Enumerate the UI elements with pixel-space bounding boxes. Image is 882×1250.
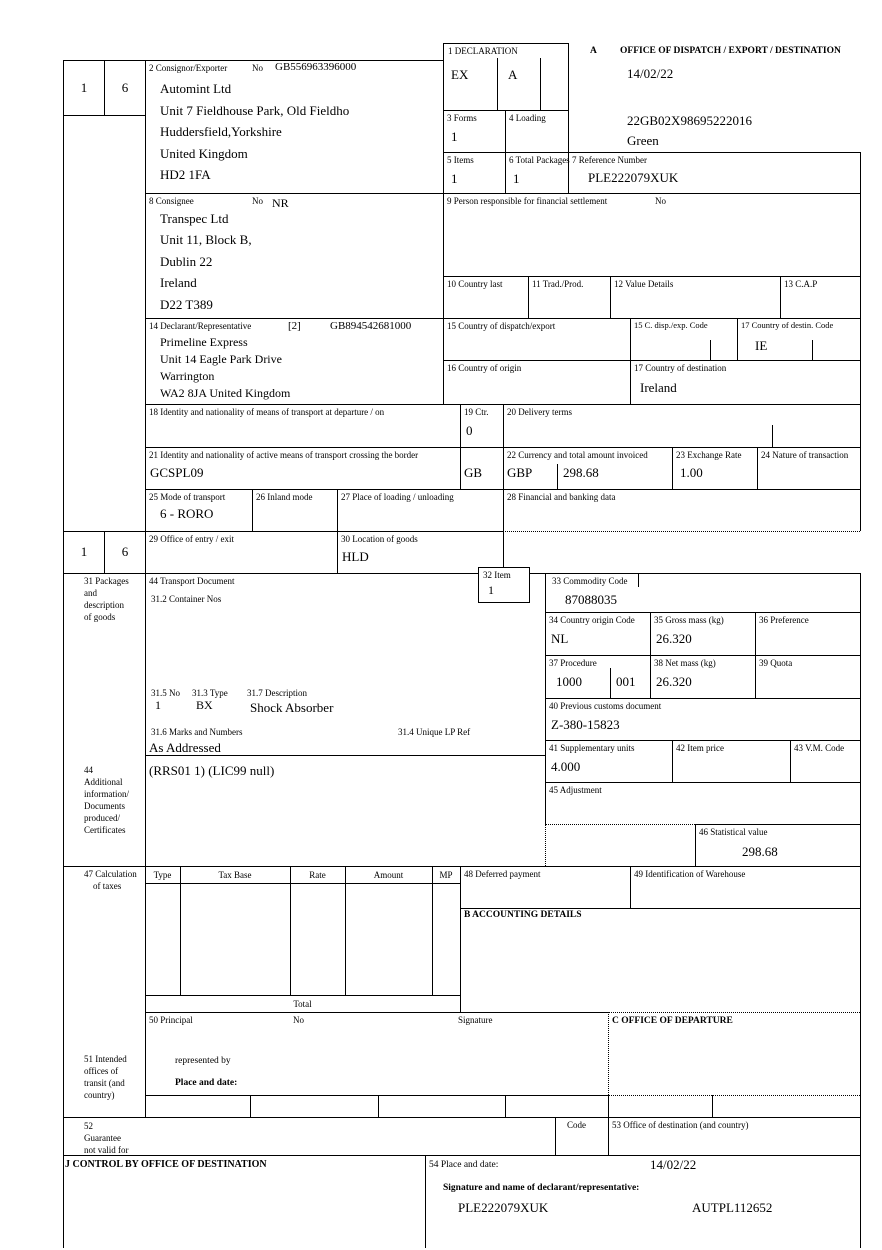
box28-label: 28 Financial and banking data [507, 492, 616, 502]
box54-label: 54 Place and date: [429, 1160, 499, 1170]
box47-margin-line1: 47 Calculation [84, 869, 137, 879]
divider [568, 43, 569, 193]
box14-line3: Warrington [160, 369, 215, 383]
sectionB-title: B ACCOUNTING DETAILS [464, 910, 582, 920]
box3-value: 1 [451, 129, 458, 144]
divider [695, 824, 696, 866]
box17-label: 17 Country of destination [634, 363, 727, 373]
box2-eori: GB556963396000 [275, 61, 357, 73]
box44-margin-line2: Additional [84, 777, 123, 787]
divider [443, 152, 860, 153]
box54-date: 14/02/22 [650, 1157, 697, 1172]
divider [63, 60, 64, 1248]
box14-line1: Primeline Express [160, 335, 248, 349]
sectionC-title: C OFFICE OF DEPARTURE [612, 1016, 733, 1026]
divider [545, 782, 860, 783]
sectionA-mrn: 22GB02X98695222016 [627, 113, 752, 128]
box31-2-label: 31.2 Container Nos [151, 594, 222, 604]
box31-margin-line4: of goods [84, 612, 116, 622]
box53-label: 53 Office of destination (and country) [612, 1120, 749, 1130]
divider [780, 276, 781, 318]
box22-amount: 298.68 [563, 465, 599, 480]
divider [145, 447, 860, 448]
box31-4-label: 31.4 Unique LP Ref [398, 727, 471, 737]
box2-line5: HD2 1FA [160, 167, 211, 182]
divider [545, 612, 860, 613]
box38-value: 26.320 [656, 674, 692, 689]
box37-value2: 001 [616, 674, 636, 689]
box44-margin-line5: produced/ [84, 813, 120, 823]
box12-label: 12 Value Details [614, 279, 674, 289]
box31-margin-line2: and [84, 588, 97, 598]
box2-line2: Unit 7 Fieldhouse Park, Old Fieldho [160, 103, 350, 118]
box50-label: 50 Principal [149, 1015, 193, 1025]
box31-3-value: BX [196, 698, 213, 712]
box44-transport-label: 44 Transport Document [149, 576, 235, 586]
box54-signature-label: Signature and name of declarant/representative: [443, 1183, 640, 1193]
box14-label: 14 Declarant/Representative [149, 321, 252, 331]
box46-label: 46 Statistical value [699, 827, 768, 837]
box34-value: NL [551, 631, 569, 646]
divider [528, 276, 529, 318]
box3-label: 3 Forms [447, 113, 477, 123]
box47-col-tax-base: Tax Base [218, 869, 252, 880]
divider [378, 1095, 379, 1117]
box54-authorisation: AUTPL112652 [692, 1200, 773, 1215]
box44-value: (RRS01 1) (LIC99 null) [149, 763, 275, 778]
box38-label: 38 Net mass (kg) [654, 658, 716, 668]
box17a-value: IE [755, 338, 768, 353]
divider [145, 60, 146, 1117]
divider [638, 573, 639, 587]
box21-label: 21 Identity and nationality of active means of transport crossing the border [149, 450, 419, 460]
divider [443, 276, 860, 277]
divider [250, 1095, 251, 1117]
divider [610, 668, 611, 698]
box31-7-value: Shock Absorber [250, 700, 334, 715]
divider [608, 1095, 860, 1096]
box52-margin-line1: 52 [84, 1121, 93, 1131]
divider [443, 360, 860, 361]
box51-margin-line4: country) [84, 1090, 115, 1100]
divider [63, 1117, 860, 1118]
box50-place-date: Place and date: [175, 1078, 238, 1088]
box47-col-rate: Rate [309, 869, 326, 880]
box25-value: 6 - RORO [160, 506, 214, 521]
box31-6-value: As Addressed [149, 740, 221, 755]
box18-label: 18 Identity and nationality of means of transport at departure / on [149, 407, 385, 417]
box49-label: 49 Identification of Warehouse [634, 869, 746, 879]
box8-label: 8 Consignee [149, 196, 194, 206]
divider [425, 1155, 426, 1248]
box19-label: 19 Ctr. [464, 407, 489, 417]
box26-label: 26 Inland mode [256, 492, 313, 502]
divider [505, 1095, 506, 1117]
divider [608, 1095, 609, 1155]
divider [545, 698, 860, 699]
divider [630, 318, 631, 404]
divider [695, 824, 860, 825]
box2-label: 2 Consignor/Exporter [149, 63, 228, 73]
box2-line3: Huddersfield,Yorkshire [160, 124, 282, 139]
box19-value: 0 [466, 423, 473, 438]
box14-line4: WA2 8JA United Kingdom [160, 386, 291, 400]
box31-6-label: 31.6 Marks and Numbers [151, 727, 243, 737]
box51-margin-line3: transit (and [84, 1078, 125, 1088]
box48-label: 48 Deferred payment [464, 869, 541, 879]
box37-label: 37 Procedure [549, 658, 597, 668]
box8-line2: Unit 11, Block B, [160, 232, 252, 247]
box4-label: 4 Loading [509, 113, 546, 123]
divider [145, 1095, 608, 1096]
divider [860, 152, 861, 531]
box33-label: 33 Commodity Code [552, 576, 628, 586]
divider [145, 193, 860, 194]
box8-line1: Transpec Ltd [160, 211, 229, 226]
box29-label: 29 Office of entry / exit [149, 534, 235, 544]
box31-margin-line3: description [84, 600, 124, 610]
box22-label: 22 Currency and total amount invoiced [507, 450, 648, 460]
divider [145, 318, 860, 319]
divider [672, 740, 673, 782]
box36-label: 36 Preference [759, 615, 809, 625]
box8-no-label: No [252, 196, 263, 206]
box51-margin-line1: 51 Intended [84, 1054, 127, 1064]
divider [145, 883, 460, 884]
divider [790, 740, 791, 782]
box1-type: EX [451, 67, 469, 82]
box15a-label: 15 C. disp./exp. Code [634, 320, 708, 330]
divider [757, 447, 758, 489]
box46-value: 298.68 [742, 844, 778, 859]
box31-3-label: 31.3 Type [192, 688, 228, 698]
box32-label: 32 Item [483, 570, 511, 580]
divider [443, 43, 568, 44]
box39-label: 39 Quota [759, 658, 793, 668]
box43-label: 43 V.M. Code [794, 743, 845, 753]
box23-value: 1.00 [680, 465, 703, 480]
box31-margin-line1: 31 Packages [84, 576, 129, 586]
box31-7-label: 31.7 Description [247, 688, 307, 698]
divider [180, 866, 181, 995]
box31-5-label: 31.5 No [151, 688, 180, 698]
divider [555, 1117, 556, 1155]
box47-col-amount: Amount [373, 869, 404, 880]
box8-id: NR [272, 196, 289, 210]
box14-line2: Unit 14 Eagle Park Drive [160, 352, 282, 366]
divider [63, 115, 145, 116]
sectionJ-title: J CONTROL BY OFFICE OF DESTINATION [65, 1159, 267, 1170]
divider [545, 824, 546, 866]
sectionA-routing: Green [627, 133, 659, 148]
divider [630, 866, 631, 908]
box30-label: 30 Location of goods [341, 534, 418, 544]
copy-number-6-bottom: 6 [121, 544, 129, 559]
box35-value: 26.320 [656, 631, 692, 646]
box50-signature-label: Signature [458, 1015, 493, 1025]
box21-value: GCSPL09 [150, 465, 204, 480]
divider [63, 1155, 860, 1156]
box47-margin-line2: of taxes [93, 881, 122, 891]
box7-value: PLE222079XUK [588, 170, 679, 185]
box14-code: [2] [288, 320, 301, 332]
box21-nationality: GB [464, 465, 483, 480]
box45-label: 45 Adjustment [549, 785, 602, 795]
box20-label: 20 Delivery terms [507, 407, 572, 417]
box11-label: 11 Trad./Prod. [532, 279, 584, 289]
box6-label: 6 Total Packages [509, 155, 570, 165]
box42-label: 42 Item price [676, 743, 724, 753]
box17-value: Ireland [640, 380, 677, 395]
divider [545, 655, 860, 656]
box6-value: 1 [513, 171, 520, 186]
box5-value: 1 [451, 171, 458, 186]
box41-label: 41 Supplementary units [549, 743, 635, 753]
divider [145, 1012, 608, 1013]
box22-currency: GBP [507, 465, 533, 480]
divider [290, 866, 291, 995]
sectionA-title: OFFICE OF DISPATCH / EXPORT / DESTINATION [620, 46, 841, 56]
divider [545, 740, 860, 741]
box23-label: 23 Exchange Rate [676, 450, 742, 460]
box2-line1: Automint Ltd [160, 81, 232, 96]
divider [432, 866, 433, 995]
box13-label: 13 C.A.P [784, 279, 818, 289]
divider [145, 489, 860, 490]
divider [710, 340, 711, 360]
divider [345, 866, 346, 995]
box8-line3: Dublin 22 [160, 254, 213, 269]
divider [610, 276, 611, 318]
box24-label: 24 Nature of transaction [761, 450, 849, 460]
divider [772, 425, 773, 447]
box7-label: 7 Reference Number [572, 155, 647, 165]
box2-no-label: No [252, 63, 263, 73]
box33-value: 87088035 [565, 592, 617, 607]
sectionA-date: 14/02/22 [627, 66, 674, 81]
box8-line4: Ireland [160, 275, 197, 290]
box52-margin-line3: not valid for [84, 1145, 129, 1155]
divider [608, 1012, 860, 1013]
divider [737, 318, 738, 360]
divider [812, 340, 813, 360]
divider [712, 1095, 713, 1117]
box35-label: 35 Gross mass (kg) [654, 615, 724, 625]
box34-label: 34 Country origin Code [549, 615, 635, 625]
box40-value: Z-380-15823 [551, 717, 620, 732]
divider [460, 908, 860, 909]
box50-no-label: No [293, 1015, 304, 1025]
box51-margin-line2: offices of [84, 1066, 119, 1076]
box25-label: 25 Mode of transport [149, 492, 226, 502]
box44-margin-line1: 44 [84, 765, 93, 775]
divider [63, 573, 860, 574]
box31-5-value: 1 [155, 698, 161, 712]
box17a-label: 17 Country of destin. Code [741, 320, 834, 330]
box41-value: 4.000 [551, 759, 581, 774]
box32-value: 1 [488, 583, 494, 597]
divider [443, 43, 444, 404]
box52-margin-line2: Guarantee [84, 1133, 121, 1143]
box37-value1: 1000 [556, 674, 582, 689]
box5-label: 5 Items [447, 155, 474, 165]
divider [545, 824, 695, 825]
copy-number-1-top: 1 [80, 79, 88, 95]
copy-number-1-bottom: 1 [80, 544, 88, 559]
box9-no-label: No [655, 196, 666, 206]
divider [540, 58, 541, 110]
divider [503, 531, 860, 532]
sectionA-letter: A [590, 46, 597, 56]
box9-label: 9 Person responsible for financial settlement [447, 196, 608, 206]
box50-represented-by: represented by [175, 1056, 231, 1066]
box10-label: 10 Country last [447, 279, 503, 289]
divider [497, 58, 498, 110]
box15-label: 15 Country of dispatch/export [447, 321, 556, 331]
copy-number-6-top: 6 [121, 79, 129, 95]
box47-total-label: Total [293, 998, 312, 1009]
box44-margin-line6: Certificates [84, 825, 126, 835]
divider [460, 866, 461, 1012]
divider [145, 404, 860, 405]
box44-margin-line3: information/ [84, 789, 129, 799]
box2-line4: United Kingdom [160, 146, 248, 161]
box8-line5: D22 T389 [160, 297, 213, 312]
divider [608, 1012, 609, 1095]
divider [860, 573, 861, 1248]
box40-label: 40 Previous customs document [549, 701, 662, 711]
box47-col-mp: MP [439, 869, 453, 880]
box30-value: HLD [342, 549, 369, 564]
box54-reference: PLE222079XUK [458, 1200, 549, 1215]
box47-col-type: Type [153, 869, 172, 880]
box16-label: 16 Country of origin [447, 363, 522, 373]
divider [672, 447, 673, 489]
box44-margin-line4: Documents [84, 801, 125, 811]
divider [557, 464, 558, 489]
divider [252, 489, 253, 531]
box1-label: 1 DECLARATION [448, 46, 518, 56]
box27-label: 27 Place of loading / unloading [341, 492, 454, 502]
divider [443, 110, 568, 111]
box1-subtype: A [508, 67, 518, 82]
box52-code-label: Code [567, 1120, 586, 1130]
box14-id: GB894542681000 [330, 320, 412, 332]
